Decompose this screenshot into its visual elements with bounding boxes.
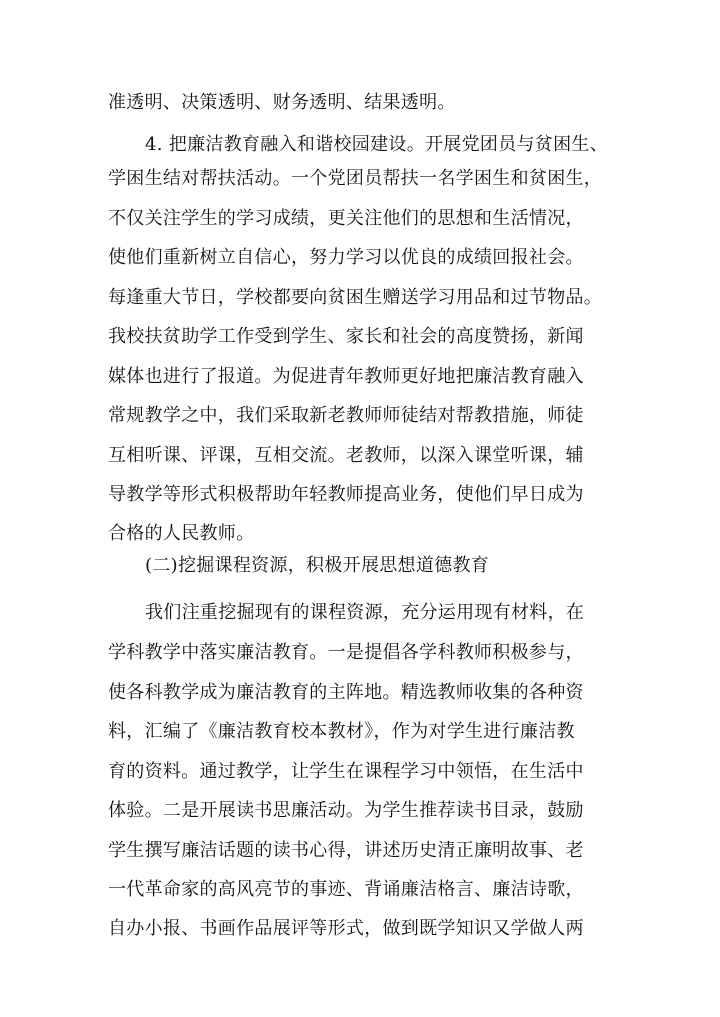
text-line: 学科教学中落实廉洁教育。一是提倡各学科教师积极参与，: [108, 642, 584, 663]
text-line: 自办小报、书画作品展评等形式，做到既学知识又学做人两: [108, 918, 584, 939]
text-line: 4. 把廉洁教育融入和谐校园建设。开展党团员与贫困生、: [145, 134, 608, 155]
text-line: 我校扶贫助学工作受到学生、家长和社会的高度赞扬，新闻: [108, 326, 584, 347]
text-line: 媒体也进行了报道。为促进青年教师更好地把廉洁教育融入: [108, 366, 584, 387]
text-line: 准透明、决策透明、财务透明、结果透明。: [108, 92, 456, 113]
text-line: 互相听课、评课，互相交流。老教师，以深入课堂听课，辅: [108, 445, 584, 466]
text-line: 使各科教学成为廉洁教育的主阵地。精选教师收集的各种资: [108, 682, 584, 703]
text-line: 学生撰写廉洁话题的读书心得，讲述历史清正廉明故事、老: [108, 840, 584, 861]
text-line: 使他们重新树立自信心，努力学习以优良的成绩回报社会。: [108, 247, 584, 268]
text-line: 体验。二是开展读书思廉活动。为学生推荐读书目录，鼓励: [108, 800, 584, 821]
text-line: 常规教学之中，我们采取新老教师师徒结对帮教措施，师徒: [108, 405, 584, 426]
text-line: 每逢重大节日，学校都要向贫困生赠送学习用品和过节物品。: [108, 287, 603, 308]
text-line: 合格的人民教师。: [108, 523, 255, 544]
text-line: 我们注重挖掘现有的课程资源，充分运用现有材料，在: [145, 602, 585, 623]
text-line: 料，汇编了《廉洁教育校本教材》，作为对学生进行廉洁教: [108, 721, 575, 742]
text-line: 不仅关注学生的学习成绩，更关注他们的思想和生活情况，: [108, 208, 584, 229]
section-heading: (二)挖掘课程资源，积极开展思想道德教育: [145, 555, 490, 576]
text-line: 学困生结对帮扶活动。一个党团员帮扶一名学困生和贫困生，: [108, 168, 603, 189]
text-line: 一代革命家的高风亮节的事迹、背诵廉洁格言、廉洁诗歌，: [108, 879, 584, 900]
text-line: 育的资料。通过教学，让学生在课程学习中领悟，在生活中: [108, 761, 584, 782]
text-line: 导教学等形式积极帮助年轻教师提高业务，使他们早日成为: [108, 484, 584, 505]
